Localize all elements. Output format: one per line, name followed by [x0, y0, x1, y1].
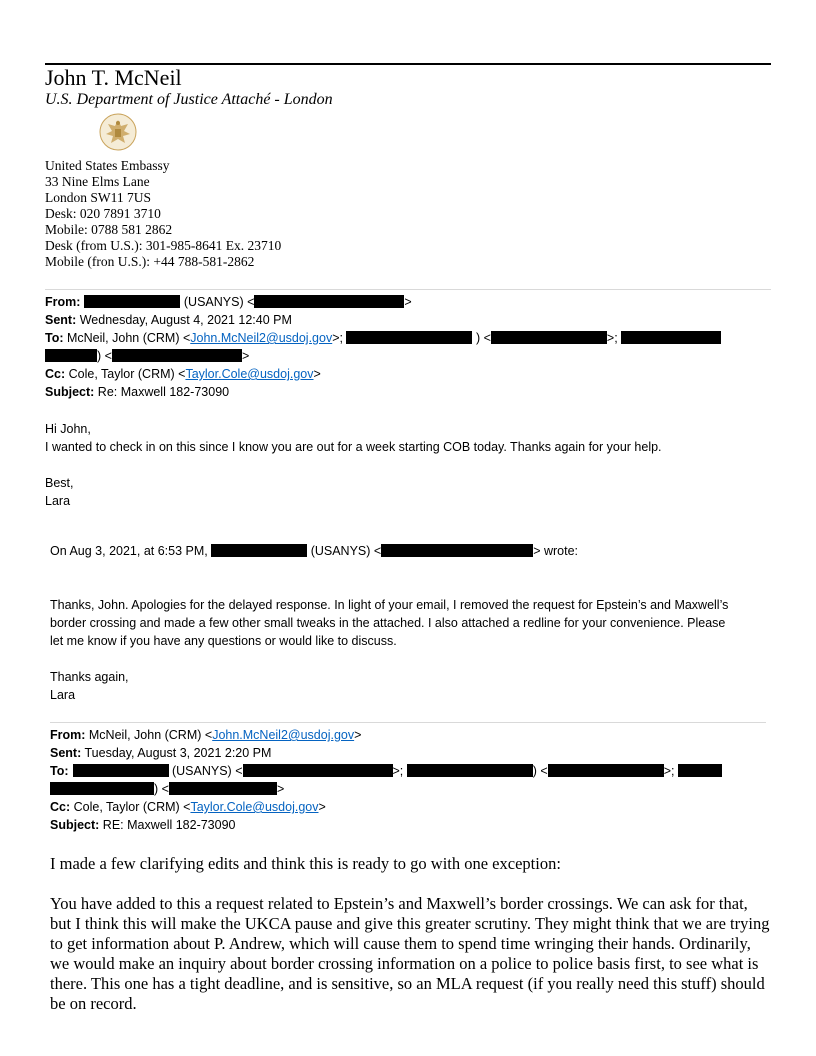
divider	[45, 289, 771, 290]
from-name: McNeil, John (CRM) <	[85, 728, 213, 742]
email-body-2-main	[50, 894, 770, 1014]
signoff-1	[45, 474, 74, 510]
cc-label: Cc:	[50, 800, 71, 814]
subject-line	[45, 383, 721, 401]
cc-line	[50, 798, 722, 816]
redaction	[211, 544, 307, 557]
from-end: >	[354, 728, 362, 742]
redaction	[621, 331, 721, 344]
quoted-paragraph: Thanks, John. Apologies for the delayed response. In light of your email, I removed the request for Epstein’s and Maxwell’s border crossing and made a few other small tweaks in the attached. I also attached a redline for your convenience. Please let me know if you have any questions or would like to discuss.	[50, 598, 729, 648]
to-separator: >;	[332, 331, 347, 345]
email-body-1	[45, 420, 775, 456]
subject-line	[50, 816, 722, 834]
redaction	[112, 349, 242, 362]
sender-name: John T. McNeil	[45, 65, 182, 90]
sent-line	[50, 744, 722, 762]
mobile-phone: Mobile: 0788 581 2862	[45, 222, 173, 237]
cc-email-link[interactable]: Taylor.Cole@usdoj.gov	[185, 367, 314, 381]
redaction	[243, 764, 393, 777]
to-line: To: McNeil, John (CRM) <John.McNeil2@usdoj.gov>; ) < >;	[45, 329, 721, 347]
signoff-name: Lara	[45, 494, 71, 508]
signoff-line: Best,	[45, 476, 74, 490]
from-line	[50, 726, 722, 744]
to-line-cont: ) < >	[50, 780, 722, 798]
redaction	[45, 349, 97, 362]
quoted-date: On Aug 3, 2021, at 6:53 PM,	[50, 544, 212, 558]
to-email-link[interactable]: John.McNeil2@usdoj.gov	[190, 331, 333, 345]
to-label: To:	[45, 331, 64, 345]
from-line	[45, 293, 721, 311]
redaction	[407, 764, 533, 777]
mobile-phone-us: Mobile (fron U.S.): +44 788-581-2862	[45, 254, 255, 269]
to-line: To: (USANYS) < >; ) < >;	[50, 762, 722, 780]
to-line-cont: ) < >	[45, 347, 721, 365]
sent-label: Sent:	[50, 746, 82, 760]
body-paragraph: You have added to this a request related to Epstein’s and Maxwell’s border crossings. We can ask for that, but I think this will make the UKCA pause and give this greater scrutiny. They might think that we are trying to get information about P. Andrew, which will cause them to spend time wringing their hands. Ordinarily, we would make an inquiry about border crossing information on a police to police basis first, to see what is there. This one has a tight deadline, and is sensitive, so an MLA request (if you really need this stuff) should be on record.	[50, 894, 770, 1013]
address-block	[45, 158, 281, 270]
cc-name: Cole, Taylor (CRM) <	[70, 800, 191, 814]
signoff-name: Lara	[50, 688, 76, 702]
subject-label: Subject:	[50, 818, 100, 832]
cc-name: Cole, Taylor (CRM) <	[65, 367, 186, 381]
signoff-line: Thanks again,	[50, 670, 129, 684]
quoted-wrote: > wrote:	[533, 544, 579, 558]
email-body-2-intro	[50, 854, 770, 874]
address-line: London SW11 7US	[45, 190, 152, 205]
redaction	[491, 331, 607, 344]
redaction	[548, 764, 664, 777]
redaction	[50, 782, 154, 795]
redaction	[73, 764, 169, 777]
sender-title: U.S. Department of Justice Attaché - London	[45, 91, 333, 108]
quoted-body	[50, 596, 740, 650]
sent-value: Tuesday, August 3, 2021 2:20 PM	[81, 746, 272, 760]
to-org: (USANYS) <	[168, 764, 243, 778]
email-header-1	[45, 293, 721, 401]
subject-label: Subject:	[45, 385, 95, 399]
redaction	[84, 295, 180, 308]
sent-label: Sent:	[45, 313, 77, 327]
greeting: Hi John,	[45, 422, 91, 436]
cc-line	[45, 365, 721, 383]
quoted-signoff	[50, 668, 129, 704]
sent-value: Wednesday, August 4, 2021 12:40 PM	[76, 313, 292, 327]
email-header-2	[50, 726, 722, 834]
body-line: I wanted to check in on this since I know you are out for a week starting COB today. Thanks again for your help.	[45, 440, 662, 454]
cc-end: >	[318, 800, 326, 814]
subject-value: RE: Maxwell 182-73090	[99, 818, 236, 832]
redaction	[254, 295, 404, 308]
divider	[50, 722, 766, 723]
embassy-seal-icon	[98, 112, 138, 152]
address-line: United States Embassy	[45, 158, 170, 173]
desk-phone: Desk: 020 7891 3710	[45, 206, 161, 221]
redaction	[678, 764, 722, 777]
from-label: From:	[50, 728, 86, 742]
to-name: McNeil, John (CRM) <	[63, 331, 191, 345]
address-line: 33 Nine Elms Lane	[45, 174, 150, 189]
subject-value: Re: Maxwell 182-73090	[94, 385, 230, 399]
quoted-org: (USANYS) <	[307, 544, 382, 558]
desk-phone-us: Desk (from U.S.): 301-985-8641 Ex. 23710	[45, 238, 282, 253]
redaction	[169, 782, 277, 795]
from-end: >	[404, 295, 412, 309]
cc-email-link[interactable]: Taylor.Cole@usdoj.gov	[190, 800, 319, 814]
redaction	[346, 331, 472, 344]
body-paragraph: I made a few clarifying edits and think this is ready to go with one exception:	[50, 854, 561, 873]
sent-line	[45, 311, 721, 329]
redaction	[381, 544, 533, 557]
from-email-link[interactable]: John.McNeil2@usdoj.gov	[212, 728, 355, 742]
quoted-intro	[50, 542, 578, 560]
to-label: To:	[50, 764, 69, 778]
from-org: (USANYS) <	[180, 295, 255, 309]
from-label: From:	[45, 295, 81, 309]
cc-end: >	[313, 367, 321, 381]
cc-label: Cc:	[45, 367, 66, 381]
